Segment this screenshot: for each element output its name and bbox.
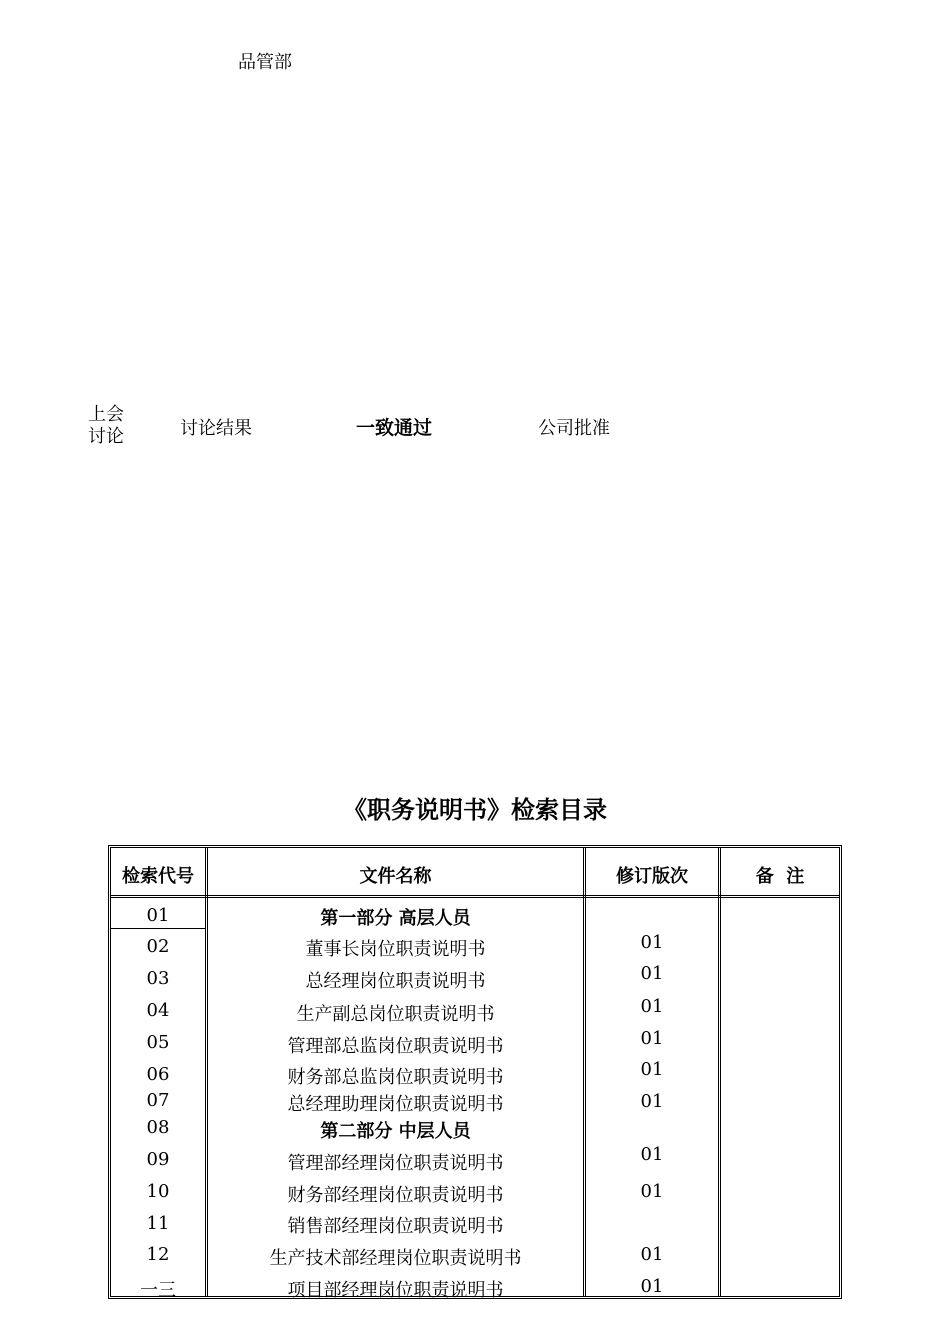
row-document-name: 生产技术部经理岗位职责说明书 [269, 1248, 522, 1269]
row-document-name: 销售部经理岗位职责说明书 [287, 1216, 504, 1237]
discussion-result-label: 讨论结果 [180, 418, 252, 439]
row-revision: 01 [640, 1059, 664, 1080]
row-code: 10 [146, 1181, 170, 1202]
section-heading: 第二部分 中层人员 [320, 1121, 471, 1142]
row-code: 08 [146, 1117, 170, 1138]
row-document-name: 总经理岗位职责说明书 [305, 971, 486, 992]
column-divider [718, 848, 721, 1296]
column-header-name: 文件名称 [359, 866, 432, 887]
row-document-name: 管理部总监岗位职责说明书 [287, 1036, 504, 1057]
row-code: 05 [146, 1032, 170, 1053]
row-revision: 01 [640, 932, 664, 953]
row-document-name: 总经理助理岗位职责说明书 [287, 1094, 504, 1115]
document-title: 《职务说明书》检索目录 [343, 796, 607, 824]
row-code: 04 [146, 1000, 170, 1021]
row-revision: 01 [640, 1244, 664, 1265]
row-revision: 01 [640, 1181, 664, 1202]
row-divider [111, 928, 205, 929]
row-document-name: 生产副总岗位职责说明书 [296, 1004, 495, 1025]
column-header-code: 检索代号 [122, 866, 194, 887]
row-document-name: 董事长岗位职责说明书 [305, 939, 486, 960]
discussion-result-value: 一致通过 [356, 417, 433, 439]
row-document-name: 财务部总监岗位职责说明书 [287, 1067, 504, 1088]
company-approval-label: 公司批准 [538, 418, 610, 439]
row-revision: 01 [640, 1028, 664, 1049]
discussion-label: 上会讨论 [88, 404, 124, 447]
row-code: 11 [146, 1213, 170, 1234]
section-heading: 第一部分 高层人员 [320, 908, 471, 929]
row-code: 07 [146, 1090, 170, 1111]
row-document-name: 项目部经理岗位职责说明书 [287, 1280, 504, 1301]
header-divider [111, 895, 839, 898]
column-header-note: 备 注 [755, 866, 805, 887]
row-document-name: 管理部经理岗位职责说明书 [287, 1153, 504, 1174]
row-code: 一三 [140, 1280, 176, 1301]
row-document-name: 财务部经理岗位职责说明书 [287, 1185, 504, 1206]
row-revision: 01 [640, 1091, 664, 1112]
row-code: 03 [146, 968, 170, 989]
row-code: 01 [146, 905, 170, 926]
row-revision: 01 [640, 1144, 664, 1165]
row-code: 02 [146, 936, 170, 957]
index-table [108, 845, 842, 1299]
column-header-revision: 修订版次 [616, 866, 688, 887]
row-revision: 01 [640, 963, 664, 984]
row-revision: 01 [640, 1276, 664, 1297]
row-code: 06 [146, 1064, 170, 1085]
department-label: 品管部 [238, 52, 292, 73]
row-code: 12 [146, 1244, 170, 1265]
row-revision: 01 [640, 996, 664, 1017]
row-code: 09 [146, 1149, 170, 1170]
